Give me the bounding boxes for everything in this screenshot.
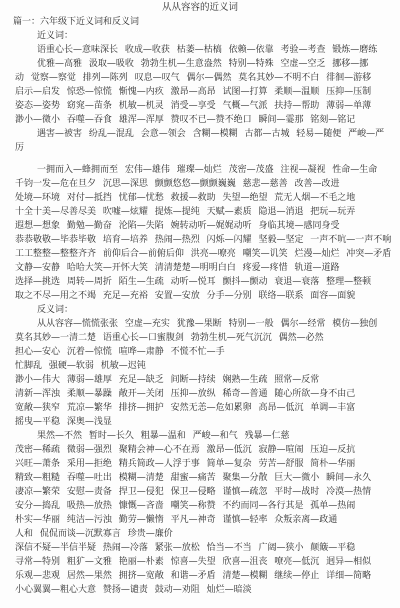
antonym-line: 乐观—悲观 居然—果然 拥挤—宽敞 和谐—矛盾 清楚—模糊 继续—停止 详细—简略 xyxy=(15,571,372,581)
synonym-line: 遐想—想象 勤勉—勤奋 沦陷—失陷 婉转动听—娓娓动听 身临其境—感同身受 xyxy=(15,221,340,231)
synonyms-section xyxy=(0,29,400,303)
antonym-line: 深信不疑—半信半疑 热闹—冷落 紧张—放松 恰当—不当 广阔—狭小 颠簸—平稳 xyxy=(15,543,356,553)
synonym-line: 处境—环境 对付—抵挡 忧郁—忧愁 救援—救助 失望—绝望 荒无人烟—不毛之地 xyxy=(15,193,356,203)
antonyms-section xyxy=(0,303,400,597)
antonym-line: 精致—粗糙 吞噬—吐出 模糊—清楚 甜蜜—痛苦 聚集—分散 巨大—微小 瞬间—永久 xyxy=(15,473,372,483)
antonym-line: 茂密—稀疏 微弱—强烈 聚精会神—心不在焉 激昂—低沉 寂静—喧闹 压迫—反抗 xyxy=(15,445,356,455)
synonym-line: 千钧一发—危在旦夕 沉思—深思 颤颤悠悠—颤颤巍巍 慈悲—慈善 改善—改进 xyxy=(15,179,340,189)
antonym-line: 小心翼翼—粗心大意 赞扬—谴责 鼓动—劝阻 灿烂—暗淡 xyxy=(15,585,252,595)
synonym-line: 优雅—高雅 汲取—吸收 勃勃生机—生意盎然 特别—特殊 空虚—空乏 挪移—挪 xyxy=(37,59,369,69)
antonym-paragraph xyxy=(0,317,400,429)
antonym-line: 凄凉—繁荣 安慰—责备 捍卫—侵犯 保卫—侵略 谨慎—疏忽 平时—战时 冷漠—热情 xyxy=(15,487,372,497)
antonym-line: 兴旺—萧条 采用—拒绝 精兵简政—人浮于事 简单—复杂 劳苦—舒服 简朴—华丽 xyxy=(15,459,356,469)
antonyms-label: 反义词： xyxy=(37,305,74,315)
antonym-line: 果然—不然 暂时—长久 粗暴—温和 严峻—和气 残暴—仁慈 xyxy=(37,431,290,441)
antonym-line: 从从容容—慌慌张张 空虚—充实 犹豫—果断 特别—一般 偶尔—经常 模仿—独创 xyxy=(37,319,378,329)
synonym-paragraph xyxy=(0,163,400,303)
synonym-line: 取之不尽—用之不竭 充足—充裕 安置—安放 分手—分别 联络—联系 面容—面貌 xyxy=(15,291,356,301)
synonym-line: 启示—启发 惊恐—惊慌 惭愧—内疚 激昂—高昂 试图—打算 柔顺—温顺 压抑—压制 xyxy=(15,87,372,97)
document-title: 从从容容的近义词 xyxy=(161,2,238,13)
synonym-line: 厉 xyxy=(15,143,25,153)
synonym-paragraph xyxy=(0,43,400,57)
synonym-line: 恭恭敬敬—毕恭毕敬 培育—培养 热闹—热烈 闪烁—闪耀 坚毅—坚定 一声不吭—一声不响 xyxy=(15,235,392,245)
antonym-line: 莫名其妙—一清二楚 语重心长—口蜜腹剑 勃勃生机—死气沉沉 偶然—必然 xyxy=(15,333,324,343)
synonym-line: 渺小—微小 吞噬—吞食 雄浑—浑厚 赞叹不已—赞不绝口 瞬间—霎那 铭刻—铭记 xyxy=(15,115,356,125)
synonym-line: 一拥而入—蜂拥而至 宏伟—雄伟 璀璨—灿烂 茂密—茂盛 注视—凝视 性命—生命 xyxy=(37,165,378,175)
synonym-line: 语重心长—意味深长 收成—收获 枯萎—枯槁 依赖—依靠 考验—考查 锻炼—磨练 xyxy=(37,45,378,55)
antonym-line: 寻常—特别 粗犷—文雅 艳丽—朴素 惊喜—失望 欣喜—沮丧 嘹亮—低沉 迥异—相似 xyxy=(15,557,372,567)
antonym-line: 安分—捣乱 吸热—放热 慷慨—吝啬 嘲笑—称赞 不约而同—各行其是 孤单—热闹 xyxy=(15,501,356,511)
synonym-line: 工工整整—整整齐齐 前仰后合—前俯后仰 洪亮—嘹亮 嘲笑—讥笑 烂漫—灿烂 冲突—矛盾 xyxy=(15,249,392,259)
synonym-paragraph xyxy=(0,127,400,155)
section-heading: 篇一：六年级下近义词和反义词 xyxy=(13,17,140,27)
antonym-line: 忙脚乱 强硬—软弱 机敏—迟钝 xyxy=(15,361,146,371)
synonym-line: 动 觉察—察觉 排列—陈列 叹息—叹气 偶尔—偶然 莫名其妙—不明不白 徘徊—游移 xyxy=(15,73,372,83)
synonyms-label: 近义词： xyxy=(37,31,74,41)
antonym-line: 人和 侃侃而谈—沉默寡言 珍贵—廉价 xyxy=(15,529,173,539)
antonym-line: 摇曳—平稳 深奥—浅显 xyxy=(15,417,112,427)
antonym-line: 宽敞—狭窄 荒凉—繁华 排挤—拥护 安然无恙—危如累卵 高昂—低沉 单调—丰富 xyxy=(15,403,356,413)
antonym-line: 清新—浑浊 柔顺—暴躁 敞开—关闭 压抑—放纵 稀奇—普通 随心所欲—身不由己 xyxy=(15,389,356,399)
synonym-line: 姿态—姿势 窈窕—苗条 机敏—机灵 消受—享受 气概—气派 扶持—帮助 薄弱—单薄 xyxy=(15,101,372,111)
antonym-line: 朴实—华丽 纯洁—污浊 勤劳—懒惰 平凡—神奇 谨慎—轻率 众叛亲离—政通 xyxy=(15,515,338,525)
synonym-line: 选择—挑选 周转—周折 陌生—生疏 动听—悦耳 颤抖—颤动 衰退—衰落 整理—整顿 xyxy=(15,277,372,287)
synonym-line: 文静—安静 哈哈大笑—开怀大笑 清清楚楚—明明白白 疼爱—疼惜 轨道—道路 xyxy=(15,263,340,273)
synonym-line: 十全十美—尽善尽美 吹嘘—炫耀 提炼—提纯 天赋—素质 隐退—消退 把玩—玩弄 xyxy=(15,207,356,217)
synonym-line: 遇害—被害 纷乱—混乱 会意—领会 含糊—模糊 古都—古城 轻易—随便 严峻—严 xyxy=(37,129,385,139)
antonym-line: 担心—安心 沉着—惊慌 喧哗—肃静 不慌不忙—手 xyxy=(15,347,225,357)
antonym-paragraph xyxy=(0,429,400,597)
synonym-paragraph xyxy=(0,57,400,127)
antonym-line: 渺小—伟大 薄弱—雄厚 充足—缺乏 间断—持续 娴熟—生疏 照常—反常 xyxy=(15,375,320,385)
